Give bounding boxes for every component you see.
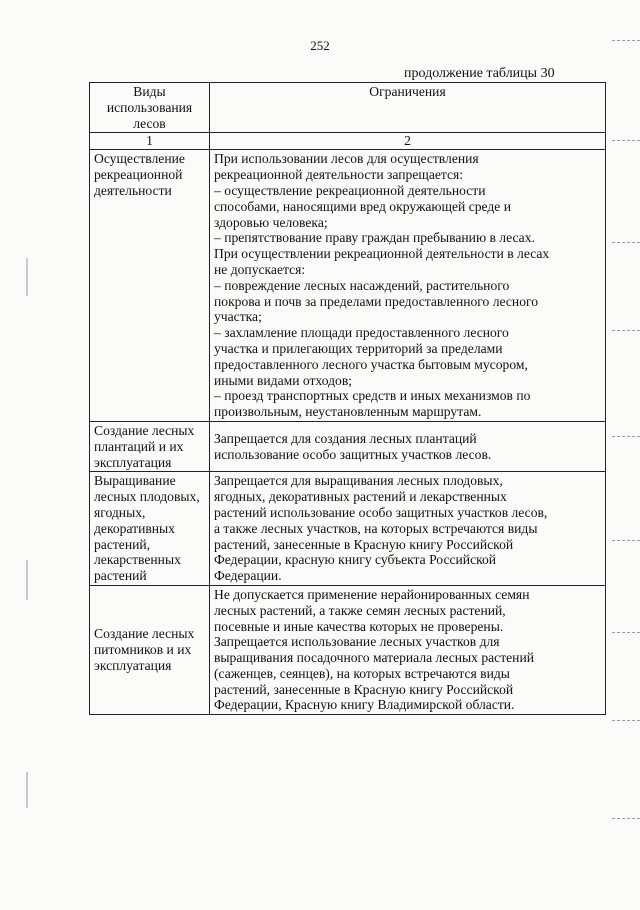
column-number-2: 2 [210, 133, 606, 150]
header-usage-type: Виды использования лесов [90, 83, 210, 133]
table-row [90, 150, 606, 422]
restrictions-cell: При использовании лесов для осуществления рекреационной деятельности запрещается: – осуществление рекреационной деятельности способами, наносящими вред окружающей среде и здоровью человека; – препятствование праву граждан пребыванию в лесах. При осуществлении рекреационной деятельности в лесах не допускается: – повреждение лесных насаждений, растительного покрова и почв за пределами предоставленного лесного участка; – захламление площади предоставленного лесного участка и прилегающих территорий за пределами предоставленного лесного участка бытовым мусором, иными видами отходов; – проезд транспортных средств и иных механизмов по произвольным, неустановленным маршрутам. [210, 150, 606, 422]
scan-margin-mark [612, 40, 640, 41]
usage-type-cell: Выращивание лесных плодовых, ягодных, декоративных растений, лекарственных растений [90, 472, 210, 586]
scan-margin-line [26, 560, 28, 600]
header-restrictions: Ограничения [210, 83, 606, 133]
restrictions-cell: Не допускается применение нерайонированных семян лесных растений, а также семян лесных растений, посевные и иные качества которых не проверены. Запрещается использование лесных участков для выращивания посадочного материала лесных растений (саженцев, сеянцев), на которых встречаются виды растений, занесенные в Красную книгу Российской Федерации, Красную книгу Владимирской области. [210, 585, 606, 714]
scan-margin-mark [612, 330, 640, 331]
table-continuation-label: продолжение таблицы 30 [404, 66, 555, 81]
restrictions-cell: Запрещается для выращивания лесных плодовых, ягодных, декоративных растений и лекарственных растений использование особо защитных участков лесов, а также лесных участков, на которых встречаются виды растений, занесенные в Красную книгу Российской Федерации, красную книгу субъекта Российской Федерации. [210, 472, 606, 586]
usage-type-cell: Создание лесных плантаций и их эксплуатация [90, 421, 210, 471]
scan-margin-mark [612, 720, 640, 721]
restrictions-table [89, 82, 606, 715]
scan-margin-mark [612, 436, 640, 437]
usage-type-cell: Создание лесных питомников и их эксплуатация [90, 585, 210, 714]
scan-margin-mark [612, 242, 640, 243]
scan-margin-mark [612, 540, 640, 541]
scan-margin-mark [612, 632, 640, 633]
usage-type-cell: Осуществление рекреационной деятельности [90, 150, 210, 422]
table-row [90, 585, 606, 714]
restrictions-cell: Запрещается для создания лесных плантаций использование особо защитных участков лесов. [210, 421, 606, 471]
column-number-1: 1 [90, 133, 210, 150]
column-number-row [90, 133, 606, 150]
scan-margin-line [26, 258, 28, 296]
table-row [90, 421, 606, 471]
scan-margin-mark [612, 140, 640, 141]
table-row [90, 472, 606, 586]
scan-margin-mark [612, 818, 640, 819]
table-header-row [90, 83, 606, 133]
page-number: 252 [310, 38, 330, 53]
scan-margin-line [26, 772, 28, 808]
